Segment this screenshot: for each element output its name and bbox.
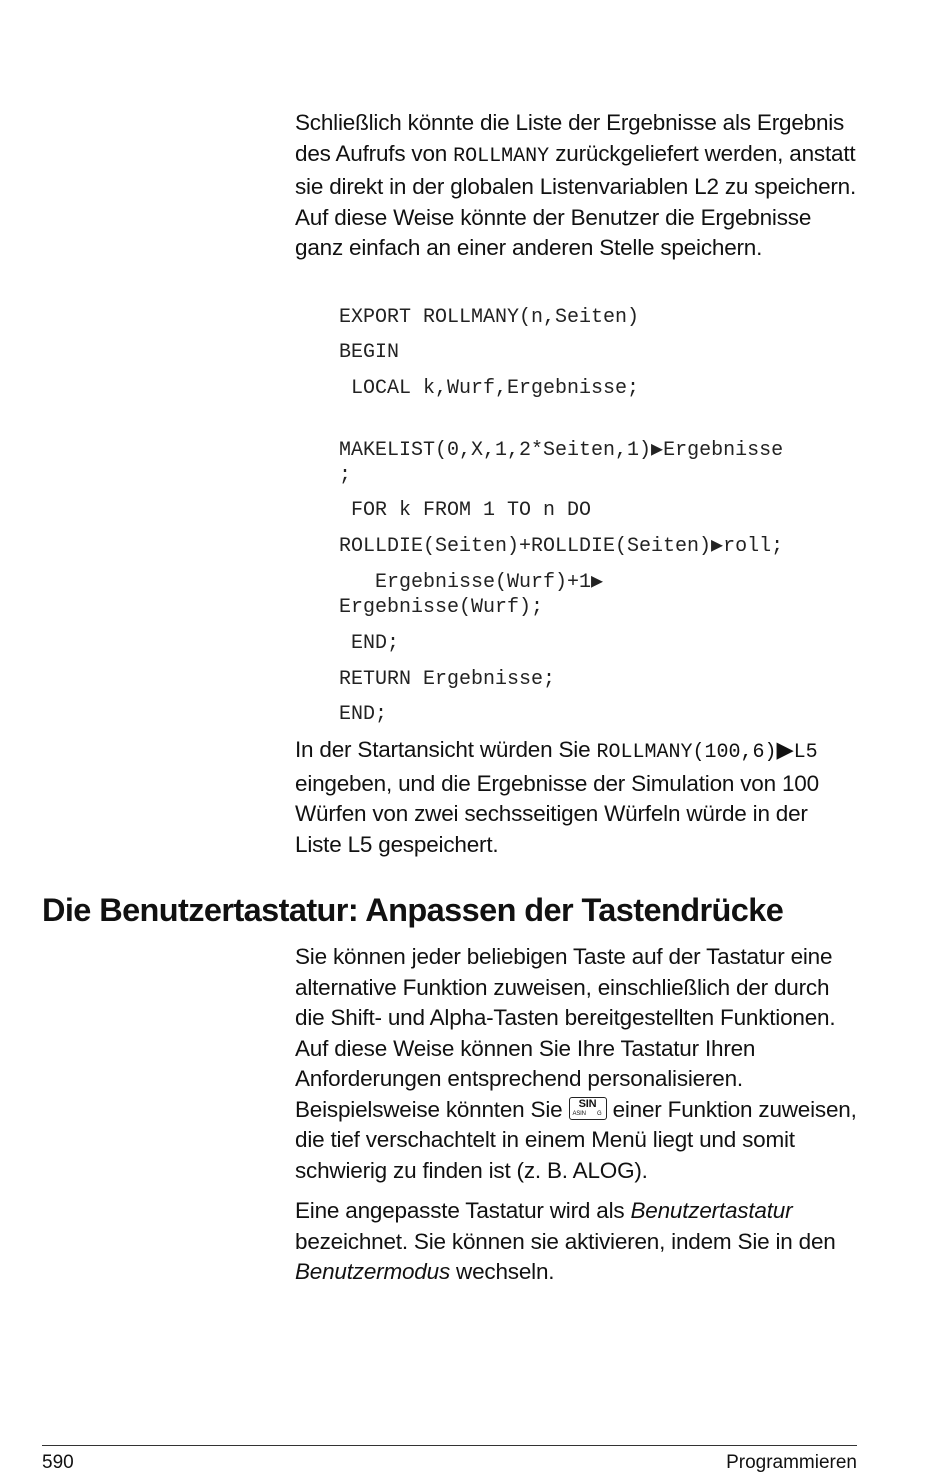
code-line-11: RETURN Ergebnisse; — [339, 668, 556, 691]
section-paragraph-1 — [295, 942, 860, 1186]
after-code-text-1: In der Startansicht würden Sie — [295, 737, 597, 762]
sin-key-shift-label: ASIN — [572, 1110, 586, 1117]
after-code-text-2: eingeben, und die Ergebnisse der Simulation von 100 Würfen von zwei sechsseitigen Würfeln würde in der Liste L5 gespeichert. — [295, 770, 819, 857]
section-heading: Die Benutzertastatur: Anpassen der Tastendrücke — [42, 892, 784, 928]
section-p2-text-3: wechseln. — [450, 1259, 555, 1284]
code-line-9: Ergebnisse(Wurf); — [339, 596, 544, 619]
code-line-4: MAKELIST(0,X,1,2*Seiten,1)▶Ergebnisse — [339, 439, 784, 462]
store-arrow-icon: ▶ — [776, 737, 794, 762]
chapter-title: Programmieren — [726, 1452, 857, 1473]
section-p1-text-1: Sie können jeder beliebigen Taste auf der Tastatur eine alternative Funktion zuweisen, einschließlich der durch die Shift- und Alpha-Tasten bereitgestellten Funktionen. Auf diese Weise können Sie Ihre Tastatur Ihren Anforderungen entsprechend personalisieren. Beispielsweise könnten Sie — [295, 944, 836, 1122]
code-line-2: BEGIN — [339, 341, 400, 364]
intro-text-1: Schließlich könnte die Liste der Ergebnisse als Ergebnis des Aufrufs von — [295, 110, 845, 166]
after-code-paragraph — [295, 735, 860, 860]
code-line-5: ; — [339, 464, 352, 487]
section-paragraph-2 — [295, 1196, 860, 1288]
sin-key-alpha-label: G — [597, 1110, 602, 1117]
page-number: 590 — [42, 1452, 74, 1473]
term-benutzermodus: Benutzermodus — [295, 1259, 450, 1284]
sin-key-main-label: SIN — [578, 1097, 597, 1110]
section-p1-text-2: einer Funktion zuweisen, die tief verschachtelt in einem Menü liegt und somit schwierig zu finden ist (z. B. ALOG). — [295, 1096, 857, 1183]
sin-key-icon — [569, 1097, 607, 1120]
term-benutzertastatur: Benutzertastatur — [630, 1198, 793, 1223]
code-line-7: ROLLDIE(Seiten)+ROLLDIE(Seiten)▶roll; — [339, 535, 784, 558]
footer-divider — [42, 1445, 857, 1446]
inline-code-rollmany: ROLLMANY — [453, 144, 550, 168]
section-p2-text-1: Eine angepasste Tastatur wird als — [295, 1198, 631, 1223]
inline-code-rollmany-call: ROLLMANY(100,6) — [596, 741, 777, 764]
code-line-1: EXPORT ROLLMANY(n,Seiten) — [339, 306, 640, 329]
inline-code-l5: L5 — [793, 741, 818, 764]
code-line-10: END; — [339, 632, 400, 655]
section-p2-text-2: bezeichnet. Sie können sie aktivieren, indem Sie in den — [295, 1228, 836, 1254]
intro-text-2: zurückgeliefert werden, anstatt sie direkt in der globalen Listenvariablen L2 zu speichern. Auf diese Weise könnte der Benutzer die Ergebnisse ganz einfach an einer anderen Stelle speichern. — [295, 140, 857, 260]
code-line-8: Ergebnisse(Wurf)+1▶ — [339, 571, 604, 594]
code-line-6: FOR k FROM 1 TO n DO — [339, 499, 592, 522]
intro-paragraph — [295, 108, 860, 264]
code-line-3: LOCAL k,Wurf,Ergebnisse; — [339, 377, 640, 400]
code-line-12: END; — [339, 703, 388, 726]
